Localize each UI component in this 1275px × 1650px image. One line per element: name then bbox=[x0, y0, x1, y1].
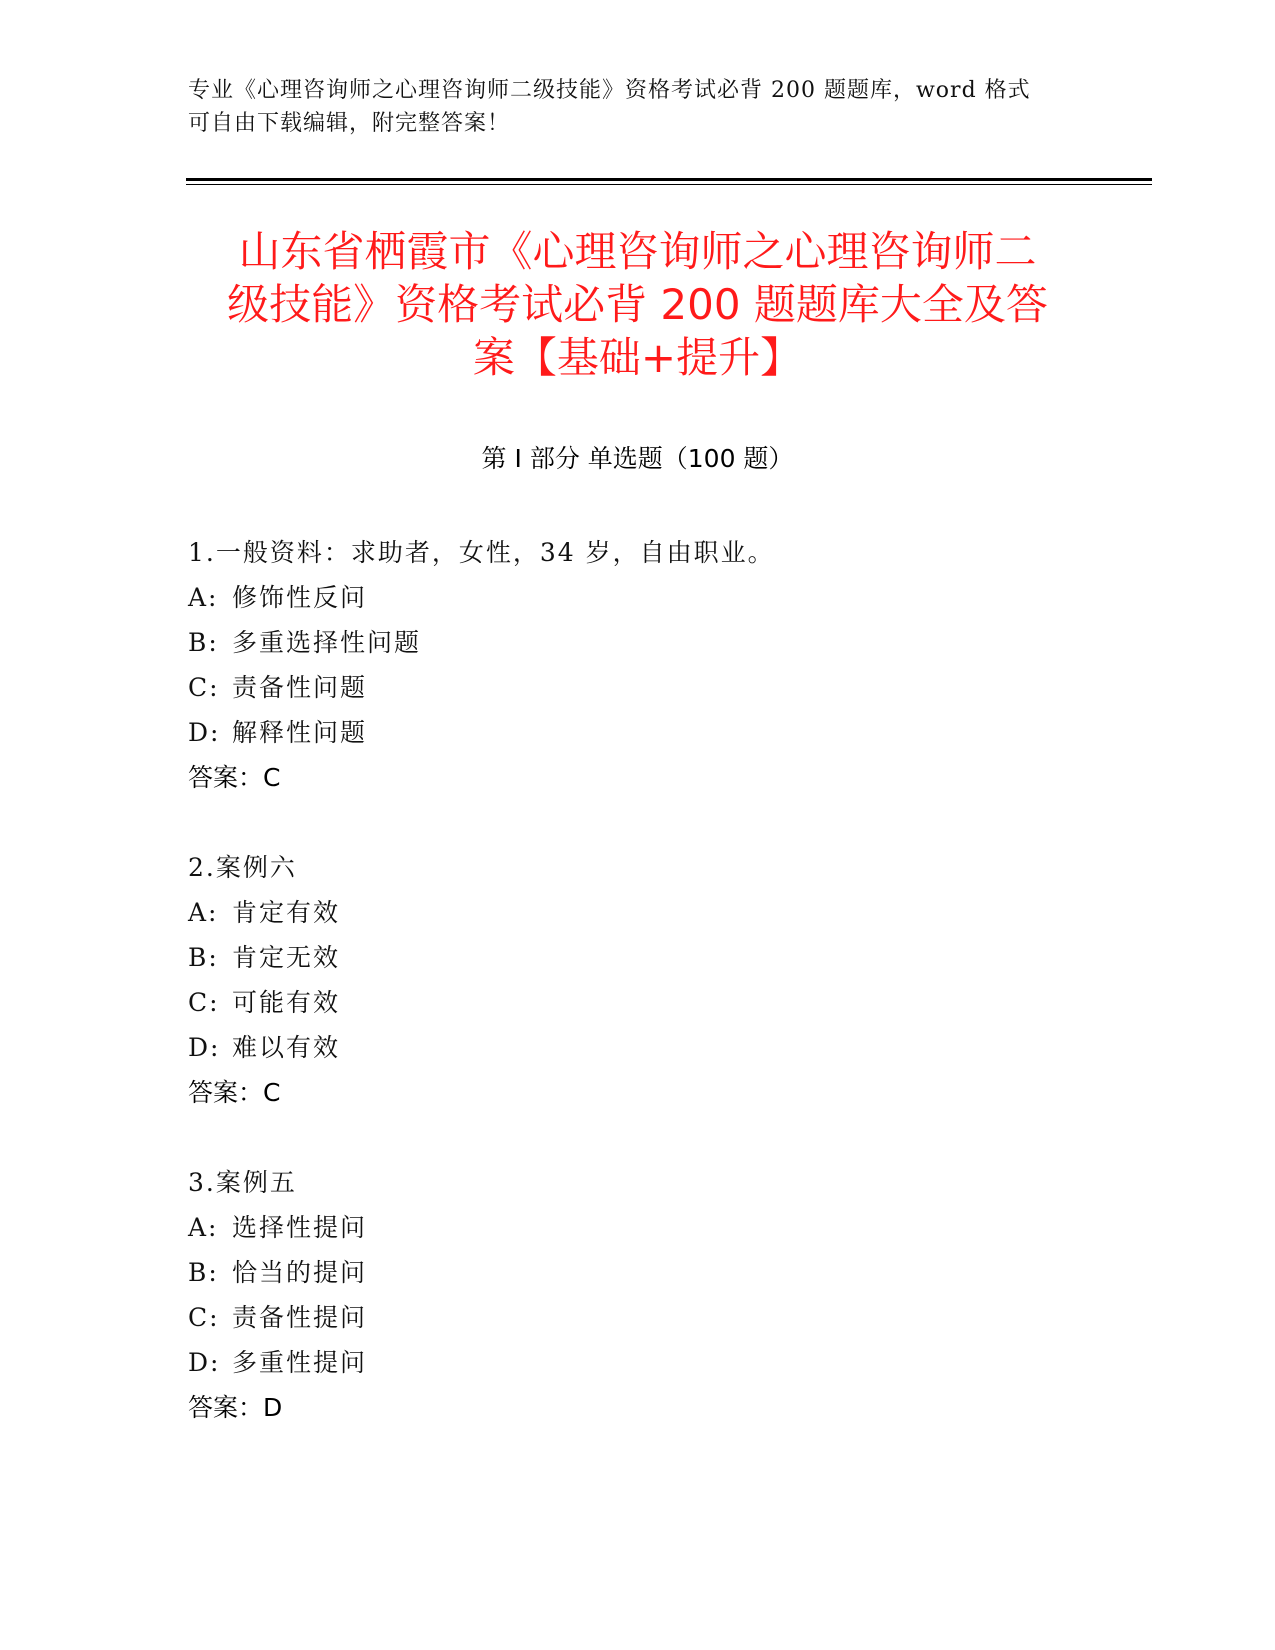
question-list bbox=[188, 530, 1148, 1475]
option-letter: D: bbox=[188, 1033, 221, 1062]
header-note bbox=[188, 74, 1088, 140]
answer-option-a bbox=[188, 575, 1148, 620]
answer-option-c bbox=[188, 665, 1148, 710]
answer-option-d bbox=[188, 1340, 1148, 1385]
question-answer: 答案：D bbox=[188, 1393, 283, 1422]
header-note-line-2: 可自由下载编辑，附完整答案！ bbox=[188, 111, 511, 136]
answer-option-c bbox=[188, 1295, 1148, 1340]
option-letter: B: bbox=[188, 943, 219, 972]
answer-option-b bbox=[188, 620, 1148, 665]
document-title-line-2: 级技能》资格考试必背 200 题题库大全及答 bbox=[227, 280, 1048, 329]
option-letter: C: bbox=[188, 673, 220, 702]
question-item bbox=[188, 845, 1148, 1115]
option-text: 修饰性反问 bbox=[232, 583, 368, 612]
option-letter: A: bbox=[188, 583, 219, 612]
answer-option-b bbox=[188, 1250, 1148, 1295]
option-letter: A: bbox=[188, 898, 219, 927]
option-letter: C: bbox=[188, 1303, 220, 1332]
answer-option-a bbox=[188, 1205, 1148, 1250]
option-text: 难以有效 bbox=[232, 1033, 341, 1062]
answer-option-a bbox=[188, 890, 1148, 935]
option-text: 选择性提问 bbox=[232, 1213, 368, 1242]
option-letter: C: bbox=[188, 988, 220, 1017]
document-title bbox=[150, 225, 1125, 384]
question-item bbox=[188, 1160, 1148, 1430]
option-text: 肯定有效 bbox=[232, 898, 341, 927]
header-divider-thick bbox=[186, 178, 1152, 181]
question-stem: 1.一般资料：求助者，女性，34 岁，自由职业。 bbox=[188, 538, 775, 567]
answer-option-b bbox=[188, 935, 1148, 980]
question-stem: 3.案例五 bbox=[188, 1168, 297, 1197]
header-divider-thin bbox=[186, 184, 1152, 185]
option-text: 多重选择性问题 bbox=[232, 628, 422, 657]
option-text: 恰当的提问 bbox=[232, 1258, 368, 1287]
answer-option-d bbox=[188, 710, 1148, 755]
option-text: 责备性问题 bbox=[232, 673, 368, 702]
question-answer: 答案：C bbox=[188, 1078, 281, 1107]
section-title: 第 I 部分 单选题（100 题） bbox=[481, 444, 794, 473]
answer-option-d bbox=[188, 1025, 1148, 1070]
answer-option-c bbox=[188, 980, 1148, 1025]
header-note-line-1: 专业《心理咨询师之心理咨询师二级技能》资格考试必背 200 题题库，word 格式 bbox=[188, 78, 1031, 103]
option-text: 可能有效 bbox=[232, 988, 341, 1017]
option-letter: D: bbox=[188, 718, 221, 747]
option-letter: B: bbox=[188, 1258, 219, 1287]
option-text: 肯定无效 bbox=[232, 943, 341, 972]
option-text: 责备性提问 bbox=[232, 1303, 368, 1332]
option-letter: A: bbox=[188, 1213, 219, 1242]
question-stem: 2.案例六 bbox=[188, 853, 297, 882]
document-title-line-3: 案【基础+提升】 bbox=[472, 333, 803, 382]
document-title-line-1: 山东省栖霞市《心理咨询师之心理咨询师二 bbox=[238, 227, 1037, 276]
option-letter: B: bbox=[188, 628, 219, 657]
option-letter: D: bbox=[188, 1348, 221, 1377]
option-text: 多重性提问 bbox=[232, 1348, 368, 1377]
question-answer: 答案：C bbox=[188, 763, 281, 792]
question-item bbox=[188, 530, 1148, 800]
option-text: 解释性问题 bbox=[232, 718, 368, 747]
